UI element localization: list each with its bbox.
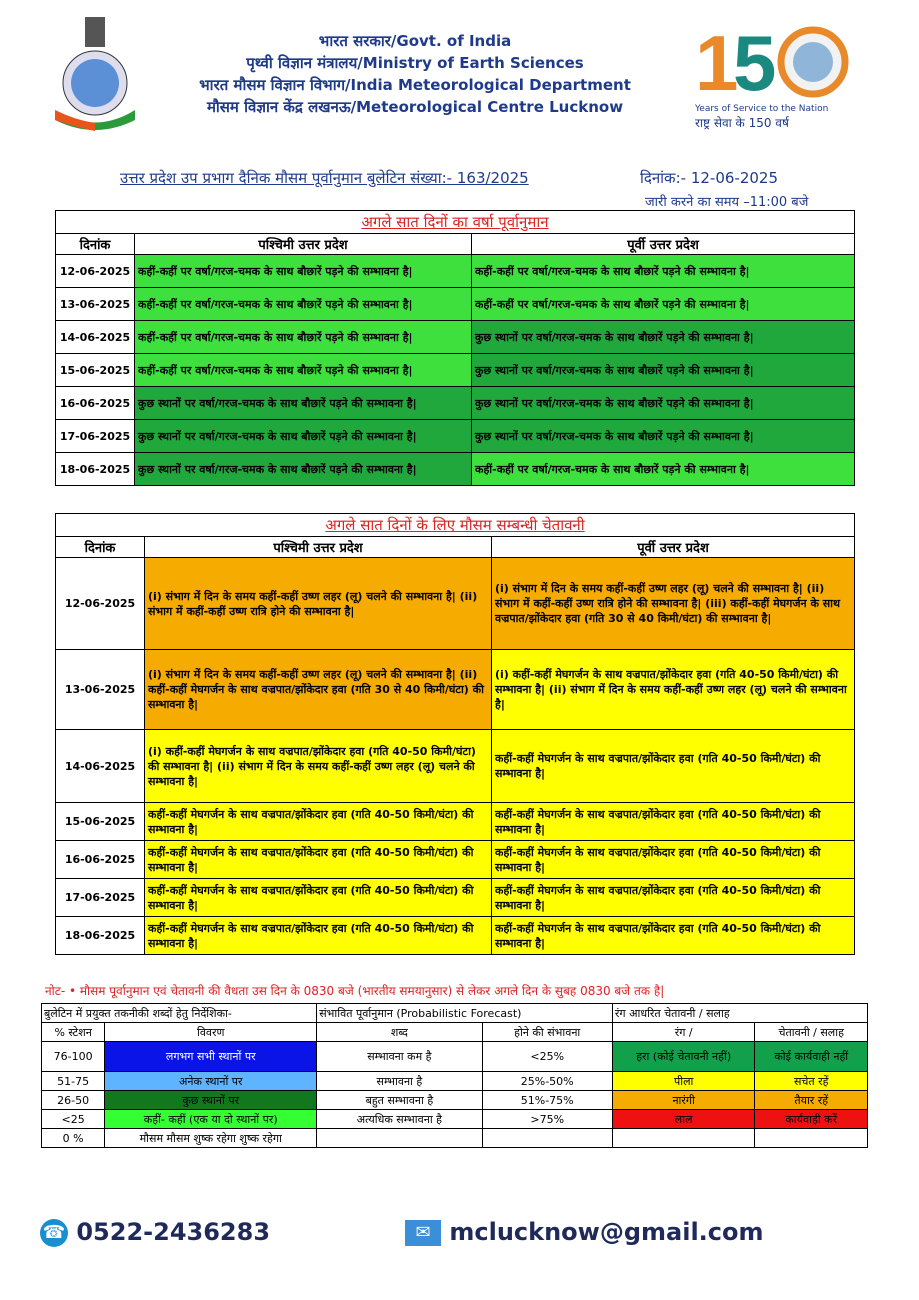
warning-row — [56, 803, 855, 841]
header-line: भारत सरकार/Govt. of India — [318, 32, 512, 50]
east-warning: कहीं-कहीं मेघगर्जन के साथ वज्रपात/झोंकेदार हवा (गति 40-50 किमी/घंटा) की सम्भावना है| — [492, 879, 855, 917]
west-warning: (i) संभाग में दिन के समय कहीं-कहीं उष्ण लहर (लू) चलने की सम्भावना है| (ii) कहीं-कहीं मेघगर्जन के साथ वज्रपात/झोंकेदार हवा (गति 30 से 40 किमी/घंटा) की सम्भावना है| — [145, 650, 492, 730]
legend-row — [42, 1072, 868, 1091]
west-warning: कहीं-कहीं मेघगर्जन के साथ वज्रपात/झोंकेदार हवा (गति 40-50 किमी/घंटा) की सम्भावना है| — [145, 803, 492, 841]
legend-colour: हरा (कोई चेतावनी नहीं) — [612, 1042, 755, 1072]
svg-text:1: 1 — [695, 20, 739, 100]
west-warning: (i) कहीं-कहीं मेघगर्जन के साथ वज्रपात/झोंकेदार हवा (गति 40-50 किमी/घंटा) की सम्भावना है| (ii) संभाग में दिन के समय कहीं-कहीं उष्ण लहर (लू) चलने की सम्भावना है| — [145, 730, 492, 803]
east-forecast: कहीं-कहीं पर वर्षा/गरज-चमक के साथ बौछारें पड़ने की सम्भावना है| — [472, 255, 855, 288]
bulletin-title: उत्तर प्रदेश उप प्रभाग दैनिक मौसम पूर्वानुमान बुलेटिन संख्या:- 163/2025 — [120, 169, 529, 187]
legend-station-percent: 51-75 — [42, 1072, 105, 1091]
warning-row — [56, 879, 855, 917]
east-warning: कहीं-कहीं मेघगर्जन के साथ वज्रपात/झोंकेदार हवा (गति 40-50 किमी/घंटा) की सम्भावना है| — [492, 803, 855, 841]
legend-term: बहुत सम्भावना है — [317, 1091, 482, 1110]
warning-row — [56, 917, 855, 955]
header-lines — [150, 30, 680, 118]
rain-row — [56, 288, 855, 321]
phone-icon: ☎ — [40, 1219, 68, 1247]
col-date: दिनांक — [56, 234, 135, 255]
row-date: 13-06-2025 — [56, 288, 135, 321]
west-forecast: कुछ स्थानों पर वर्षा/गरज-चमक के साथ बौछारें पड़ने की सम्भावना है| — [135, 387, 472, 420]
row-date: 14-06-2025 — [56, 321, 135, 354]
legend-advice — [755, 1129, 868, 1148]
rain-row — [56, 354, 855, 387]
legend-term: सम्भावना कम है — [317, 1042, 482, 1072]
legend-col-header: होने की संभावना — [482, 1023, 612, 1042]
legend-term — [317, 1129, 482, 1148]
legend-colour: पीला — [612, 1072, 755, 1091]
svg-text:5: 5 — [733, 20, 777, 100]
legend-description: मौसम मौसम शुष्क रहेगा शुष्क रहेगा — [105, 1129, 317, 1148]
legend-advice: तैयार रहें — [755, 1091, 868, 1110]
row-date: 15-06-2025 — [56, 803, 145, 841]
west-forecast: कहीं-कहीं पर वर्षा/गरज-चमक के साथ बौछारें पड़ने की सम्भावना है| — [135, 354, 472, 387]
row-date: 12-06-2025 — [56, 558, 145, 650]
east-forecast: कुछ स्थानों पर वर्षा/गरज-चमक के साथ बौछारें पड़ने की सम्भावना है| — [472, 321, 855, 354]
legend-row — [42, 1110, 868, 1129]
legend-probability: 51%-75% — [482, 1091, 612, 1110]
logo-caption-en: Years of Service to the Nation — [695, 104, 829, 114]
legend-colour: नारंगी — [612, 1091, 755, 1110]
legend-col-header: % स्टेशन — [42, 1023, 105, 1042]
legend-advice: कार्यवाही करें — [755, 1110, 868, 1129]
east-forecast: कुछ स्थानों पर वर्षा/गरज-चमक के साथ बौछारें पड़ने की सम्भावना है| — [472, 420, 855, 453]
legend-row — [42, 1129, 868, 1148]
row-date: 17-06-2025 — [56, 879, 145, 917]
east-forecast: कहीं-कहीं पर वर्षा/गरज-चमक के साथ बौछारें पड़ने की सम्भावना है| — [472, 288, 855, 321]
row-date: 16-06-2025 — [56, 387, 135, 420]
legend-group-header: रंग आधरित चेतावनी / सलाह — [612, 1004, 867, 1023]
legend-probability: >75% — [482, 1110, 612, 1129]
header-line: भारत मौसम विज्ञान विभाग/India Meteorological Department — [199, 76, 631, 94]
legend-description: कुछ स्थानों पर — [105, 1091, 317, 1110]
west-forecast: कुछ स्थानों पर वर्षा/गरज-चमक के साथ बौछारें पड़ने की सम्भावना है| — [135, 453, 472, 486]
150-years-logo — [695, 20, 855, 130]
legend-row — [42, 1091, 868, 1110]
email-address[interactable]: mclucknow@gmail.com — [449, 1218, 764, 1246]
row-date: 16-06-2025 — [56, 841, 145, 879]
header-line: मौसम विज्ञान केंद्र लखनऊ/Meteorological Centre Lucknow — [206, 98, 624, 116]
row-date: 18-06-2025 — [56, 453, 135, 486]
legend-station-percent: 0 % — [42, 1129, 105, 1148]
west-forecast: कुछ स्थानों पर वर्षा/गरज-चमक के साथ बौछारें पड़ने की सम्भावना है| — [135, 420, 472, 453]
west-forecast: कहीं-कहीं पर वर्षा/गरज-चमक के साथ बौछारें पड़ने की सम्भावना है| — [135, 321, 472, 354]
legend-description: अनेक स्थानों पर — [105, 1072, 317, 1091]
imd-emblem-icon — [45, 15, 145, 135]
warning-row — [56, 558, 855, 650]
east-warning: कहीं-कहीं मेघगर्जन के साथ वज्रपात/झोंकेदार हवा (गति 40-50 किमी/घंटा) की सम्भावना है| — [492, 730, 855, 803]
legend-group-header: बुलेटिन में प्रयुक्त तकनीकी शब्दों हेतु निर्देशिका- — [42, 1004, 317, 1023]
rain-caption: अगले सात दिनों का वर्षा पूर्वानुमान — [56, 211, 855, 234]
east-forecast: कुछ स्थानों पर वर्षा/गरज-चमक के साथ बौछारें पड़ने की सम्भावना है| — [472, 387, 855, 420]
legend-col-header: रंग / — [612, 1023, 755, 1042]
warning-row — [56, 730, 855, 803]
row-date: 13-06-2025 — [56, 650, 145, 730]
east-warning: कहीं-कहीं मेघगर्जन के साथ वज्रपात/झोंकेदार हवा (गति 40-50 किमी/घंटा) की सम्भावना है| — [492, 917, 855, 955]
warning-caption: अगले सात दिनों के लिए मौसम सम्बन्धी चेतावनी — [56, 514, 855, 537]
legend-description: कहीं- कहीं (एक या दो स्थानों पर) — [105, 1110, 317, 1129]
col-west: पश्चिमी उत्तर प्रदेश — [135, 234, 472, 255]
email-icon: ✉ — [405, 1220, 441, 1246]
legend-term: सम्भावना है — [317, 1072, 482, 1091]
legend-col-header: चेतावनी / सलाह — [755, 1023, 868, 1042]
legend-probability — [482, 1129, 612, 1148]
rain-forecast-table — [55, 210, 855, 486]
west-forecast: कहीं-कहीं पर वर्षा/गरज-चमक के साथ बौछारें पड़ने की सम्भावना है| — [135, 288, 472, 321]
email-contact — [405, 1218, 764, 1246]
issue-time: जारी करने का समय –11:00 बजे — [645, 195, 809, 210]
row-date: 15-06-2025 — [56, 354, 135, 387]
150-logo-icon — [695, 20, 855, 100]
west-warning: कहीं-कहीं मेघगर्जन के साथ वज्रपात/झोंकेदार हवा (गति 40-50 किमी/घंटा) की सम्भावना है| — [145, 917, 492, 955]
rain-row — [56, 387, 855, 420]
legend-row — [42, 1042, 868, 1072]
warning-table — [55, 513, 855, 955]
bulletin-date: दिनांक:- 12-06-2025 — [640, 169, 778, 187]
row-date: 14-06-2025 — [56, 730, 145, 803]
legend-probability: <25% — [482, 1042, 612, 1072]
legend-term: अत्यधिक सम्भावना है — [317, 1110, 482, 1129]
warning-row — [56, 841, 855, 879]
legend-table — [41, 1003, 868, 1148]
row-date: 18-06-2025 — [56, 917, 145, 955]
logo-caption-hi: राष्ट्र सेवा के 150 वर्ष — [695, 116, 789, 130]
west-warning: कहीं-कहीं मेघगर्जन के साथ वज्रपात/झोंकेदार हवा (गति 40-50 किमी/घंटा) की सम्भावना है| — [145, 879, 492, 917]
rain-row — [56, 255, 855, 288]
east-warning: (i) कहीं-कहीं मेघगर्जन के साथ वज्रपात/झोंकेदार हवा (गति 40-50 किमी/घंटा) की सम्भावना है| (ii) संभाग में दिन के समय कहीं-कहीं उष्ण लहर (लू) चलने की सम्भावना है| — [492, 650, 855, 730]
col-date: दिनांक — [56, 537, 145, 558]
legend-col-header: शब्द — [317, 1023, 482, 1042]
row-date: 12-06-2025 — [56, 255, 135, 288]
legend-group-header: संभावित पूर्वानुमान (Probabilistic Forecast) — [317, 1004, 613, 1023]
rain-row — [56, 321, 855, 354]
legend-col-header: विवरण — [105, 1023, 317, 1042]
west-forecast: कहीं-कहीं पर वर्षा/गरज-चमक के साथ बौछारें पड़ने की सम्भावना है| — [135, 255, 472, 288]
phone-contact — [40, 1218, 270, 1247]
validity-note: नोट- • मौसम पूर्वानुमान एवं चेतावनी की वैधता उस दिन के 0830 बजे (भारतीय समयानुसार) से लेकर अगले दिन के सुबह 0830 बजे तक है| — [45, 984, 665, 998]
west-warning: कहीं-कहीं मेघगर्जन के साथ वज्रपात/झोंकेदार हवा (गति 40-50 किमी/घंटा) की सम्भावना है| — [145, 841, 492, 879]
header-line: पृथ्वी विज्ञान मंत्रालय/Ministry of Earth Sciences — [246, 54, 584, 72]
col-east: पूर्वी उत्तर प्रदेश — [492, 537, 855, 558]
col-west: पश्चिमी उत्तर प्रदेश — [145, 537, 492, 558]
rain-row — [56, 453, 855, 486]
legend-station-percent: 26-50 — [42, 1091, 105, 1110]
east-warning: कहीं-कहीं मेघगर्जन के साथ वज्रपात/झोंकेदार हवा (गति 40-50 किमी/घंटा) की सम्भावना है| — [492, 841, 855, 879]
west-warning: (i) संभाग में दिन के समय कहीं-कहीं उष्ण लहर (लू) चलने की सम्भावना है| (ii) संभाग में कहीं-कहीं उष्ण रात्रि होने की सम्भावना है| — [145, 558, 492, 650]
legend-colour: लाल — [612, 1110, 755, 1129]
rain-row — [56, 420, 855, 453]
legend-colour — [612, 1129, 755, 1148]
legend-station-percent: <25 — [42, 1110, 105, 1129]
col-east: पूर्वी उत्तर प्रदेश — [472, 234, 855, 255]
warning-row — [56, 650, 855, 730]
east-forecast: कहीं-कहीं पर वर्षा/गरज-चमक के साथ बौछारें पड़ने की सम्भावना है| — [472, 453, 855, 486]
row-date: 17-06-2025 — [56, 420, 135, 453]
legend-station-percent: 76-100 — [42, 1042, 105, 1072]
legend-probability: 25%-50% — [482, 1072, 612, 1091]
legend-advice: सचेत रहें — [755, 1072, 868, 1091]
east-forecast: कुछ स्थानों पर वर्षा/गरज-चमक के साथ बौछारें पड़ने की सम्भावना है| — [472, 354, 855, 387]
legend-description: लगभग सभी स्थानों पर — [105, 1042, 317, 1072]
phone-number: 0522-2436283 — [76, 1218, 271, 1246]
legend-advice: कोई कार्यवाही नहीं — [755, 1042, 868, 1072]
east-warning: (i) संभाग में दिन के समय कहीं-कहीं उष्ण लहर (लू) चलने की सम्भावना है| (ii) संभाग में कहीं-कहीं उष्ण रात्रि होने की सम्भावना है| (iii) कहीं-कहीं मेघगर्जन के साथ वज्रपात/झोंकेदार हवा (गति 30 से 40 किमी/घंटा) की सम्भावना है| — [492, 558, 855, 650]
